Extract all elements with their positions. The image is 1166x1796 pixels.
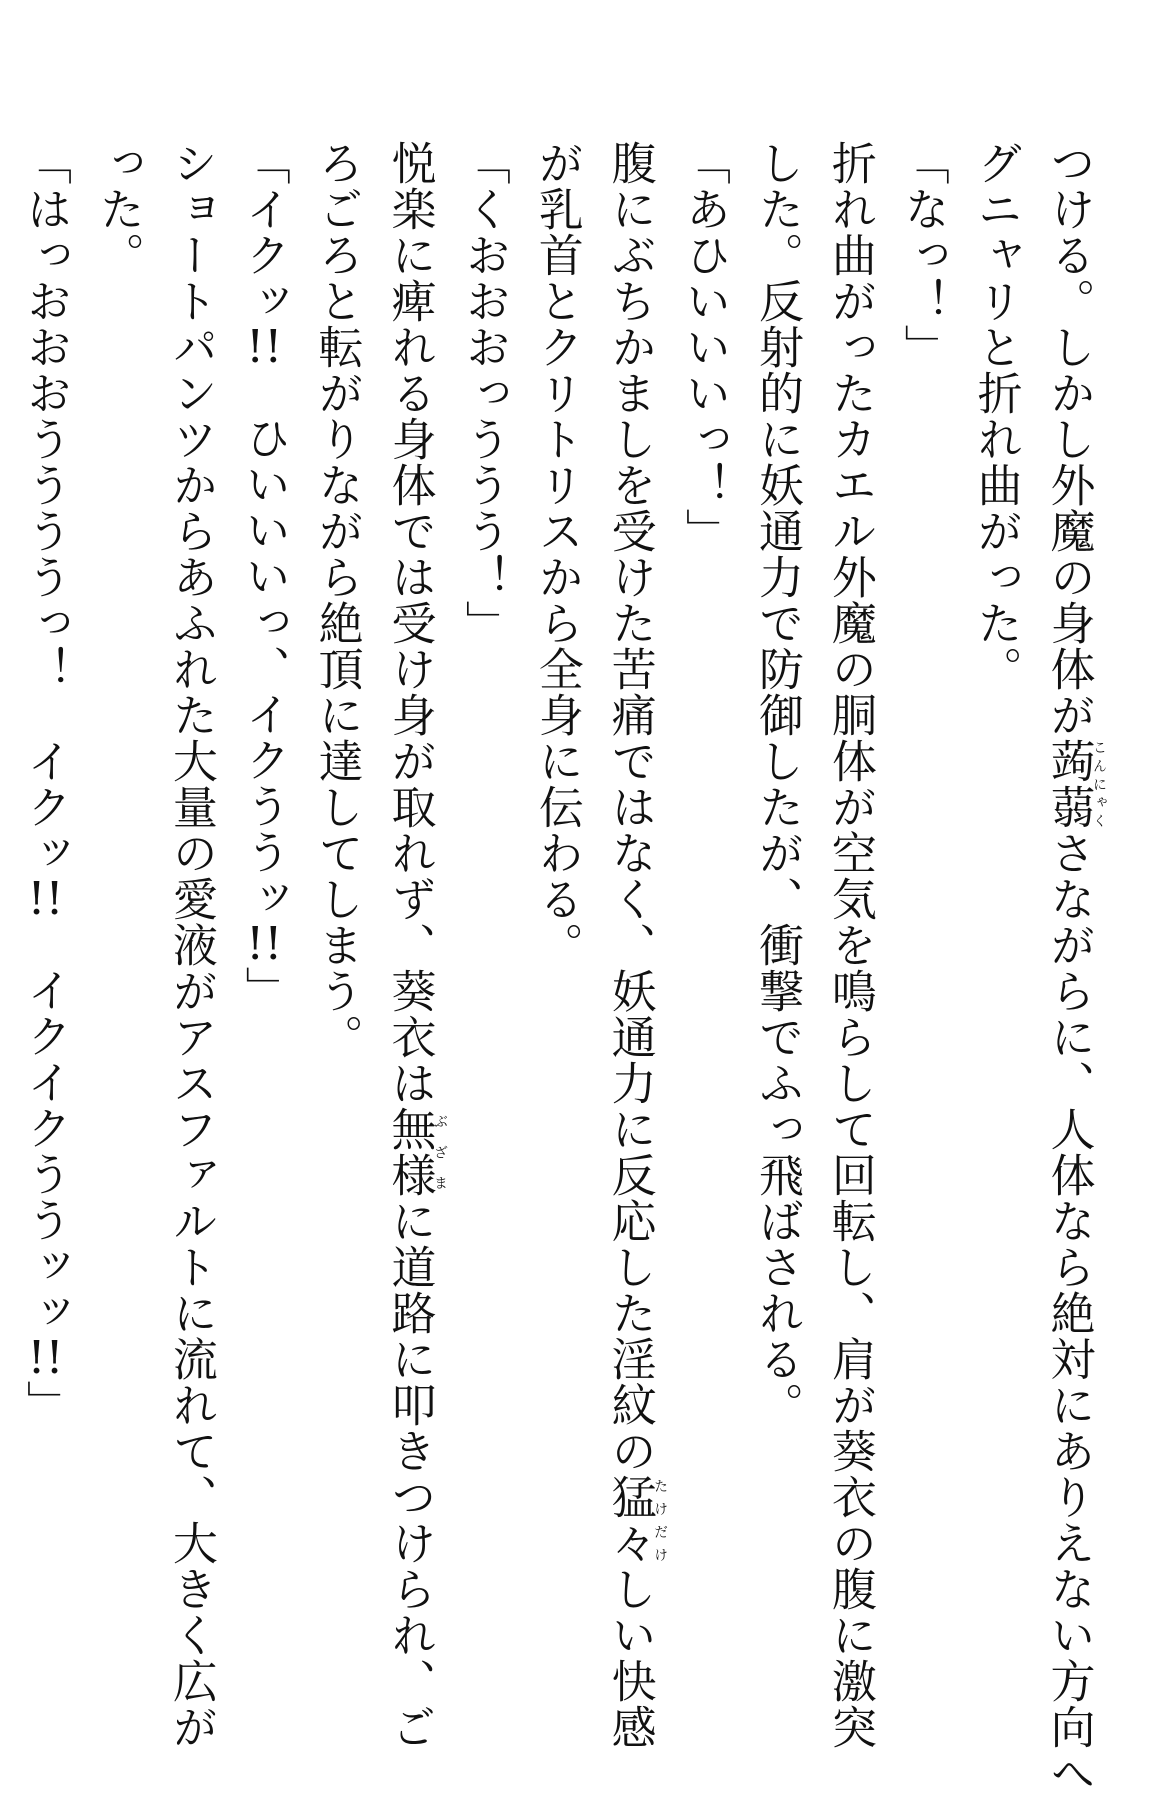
text-line: が乳首とクリトリスから全身に伝わる。 bbox=[530, 140, 584, 968]
ruby-annotation: 蒟蒻こんにゃく bbox=[1042, 738, 1107, 830]
text-line: った。 bbox=[91, 140, 145, 278]
text-line: 「イクッ!! ひいいいっ、イクううッ!!」 bbox=[237, 140, 291, 1012]
text-line: 悦楽に痺れる身体では受け身が取れず、葵衣は無様ぶざまに道路に叩きつけられ、ご bbox=[383, 140, 448, 1750]
vertical-text-body bbox=[19, 140, 1107, 1796]
text-line: 腹にぶちかましを受けた苦痛ではなく、妖通力に反応した淫紋の猛々たけだけしい快感 bbox=[603, 140, 669, 1750]
text-line: 「はっおおおううううっ！ イクッ!! イクイクううッッ!!」 bbox=[19, 140, 73, 1426]
text-line: した。反射的に妖通力で防御したが、衝撃でふっ飛ばされる。 bbox=[750, 140, 804, 1428]
text-line: ショートパンツからあふれた大量の愛液がアスファルトに流れて、大きく広が bbox=[164, 140, 218, 1750]
ruby-annotation: 無様ぶざま bbox=[383, 1106, 448, 1198]
text-line: 「あひいいいっ！」 bbox=[678, 140, 732, 554]
ruby-annotation: 猛々たけだけ bbox=[603, 1474, 669, 1566]
text-line: つける。しかし外魔の身体が蒟蒻こんにゃくさながらに、人体なら絶対にありえない方向へ bbox=[1042, 140, 1107, 1796]
text-line: ろごろと転がりながら絶頂に達してしまう。 bbox=[310, 140, 364, 1060]
text-line: グニャリと折れ曲がった。 bbox=[969, 140, 1023, 692]
text-line: 折れ曲がったカエル外魔の胴体が空気を鳴らして回転し、肩が葵衣の腹に激突 bbox=[823, 140, 877, 1750]
text-line: 「なっ！」 bbox=[896, 140, 950, 370]
text-line: 「くおおおっううう！」 bbox=[457, 140, 511, 646]
